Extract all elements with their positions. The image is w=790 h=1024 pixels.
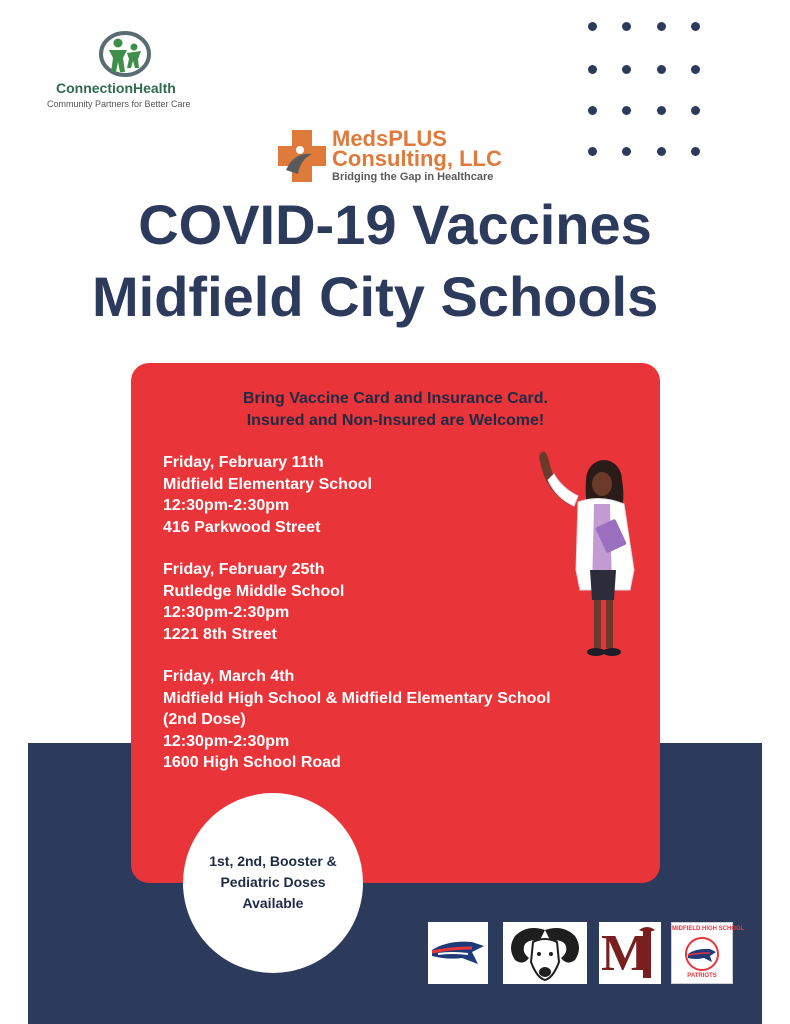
patriots-school-name: MIDFIELD HIGH SCHOOL	[672, 926, 745, 932]
title-line2: Midfield City Schools	[92, 265, 659, 328]
dot	[657, 106, 666, 115]
doses-text	[183, 851, 363, 914]
title-line1: COVID-19 Vaccines	[138, 193, 652, 256]
event-time: 12:30pm-2:30pm	[163, 604, 290, 621]
midfield-patriots-logo	[671, 922, 745, 984]
event-item	[163, 666, 613, 774]
intro-line1: Bring Vaccine Card and Insurance Card.	[243, 390, 548, 407]
decorative-dot-grid	[584, 22, 712, 160]
event-address: 1600 High School Road	[163, 754, 341, 771]
dot	[691, 22, 700, 31]
intro-text	[131, 388, 660, 432]
event-location: Rutledge Middle School	[163, 582, 345, 600]
event-note: (2nd Dose)	[163, 711, 246, 728]
dot	[588, 106, 597, 115]
doses-line3: Available	[242, 895, 304, 911]
doses-line2: Pediatric Doses	[220, 874, 326, 890]
doses-line1: 1st, 2nd, Booster &	[209, 853, 337, 869]
nurse-illustration-icon	[520, 450, 650, 660]
event-date: Friday, February 25th	[163, 561, 325, 578]
event-date: Friday, March 4th	[163, 668, 295, 685]
intro-line2: Insured and Non-Insured are Welcome!	[246, 412, 545, 429]
dot	[657, 22, 666, 31]
medsplus-name-line2: Consulting, LLC	[332, 146, 502, 171]
medsplus-cross-icon	[278, 130, 326, 182]
dot	[691, 106, 700, 115]
patriots-word: PATRIOTS	[687, 973, 717, 979]
medsplus-tagline: Bridging the Gap in Healthcare	[332, 171, 494, 183]
patriots-logo-icon	[428, 922, 488, 984]
event-location: Midfield High School & Midfield Elementary School	[163, 689, 551, 707]
connection-health-name: ConnectionHealth	[56, 80, 176, 96]
dot	[622, 106, 631, 115]
dot	[622, 22, 631, 31]
event-address: 1221 8th Street	[163, 625, 277, 643]
patriots-circle-icon	[682, 936, 722, 972]
midfield-m-letter: M	[601, 925, 651, 982]
dot	[622, 147, 631, 156]
event-date: Friday, February 11th	[163, 454, 324, 471]
dot	[691, 65, 700, 74]
midfield-m-logo	[599, 922, 661, 984]
ram-logo-icon	[503, 922, 587, 984]
dot	[588, 147, 597, 156]
dot	[657, 147, 666, 156]
event-time: 12:30pm-2:30pm	[163, 497, 290, 514]
dot	[588, 22, 597, 31]
dot	[691, 147, 700, 156]
dot	[588, 65, 597, 74]
event-location: Midfield Elementary School	[163, 475, 372, 493]
connection-health-logo-icon	[96, 30, 154, 80]
dot	[657, 65, 666, 74]
dot	[622, 65, 631, 74]
connection-health-tagline: Community Partners for Better Care	[47, 99, 191, 109]
medsplus-name-line1: MedsPLUS	[332, 126, 447, 151]
event-time: 12:30pm-2:30pm	[163, 732, 290, 750]
event-address: 416 Parkwood Street	[163, 518, 321, 536]
